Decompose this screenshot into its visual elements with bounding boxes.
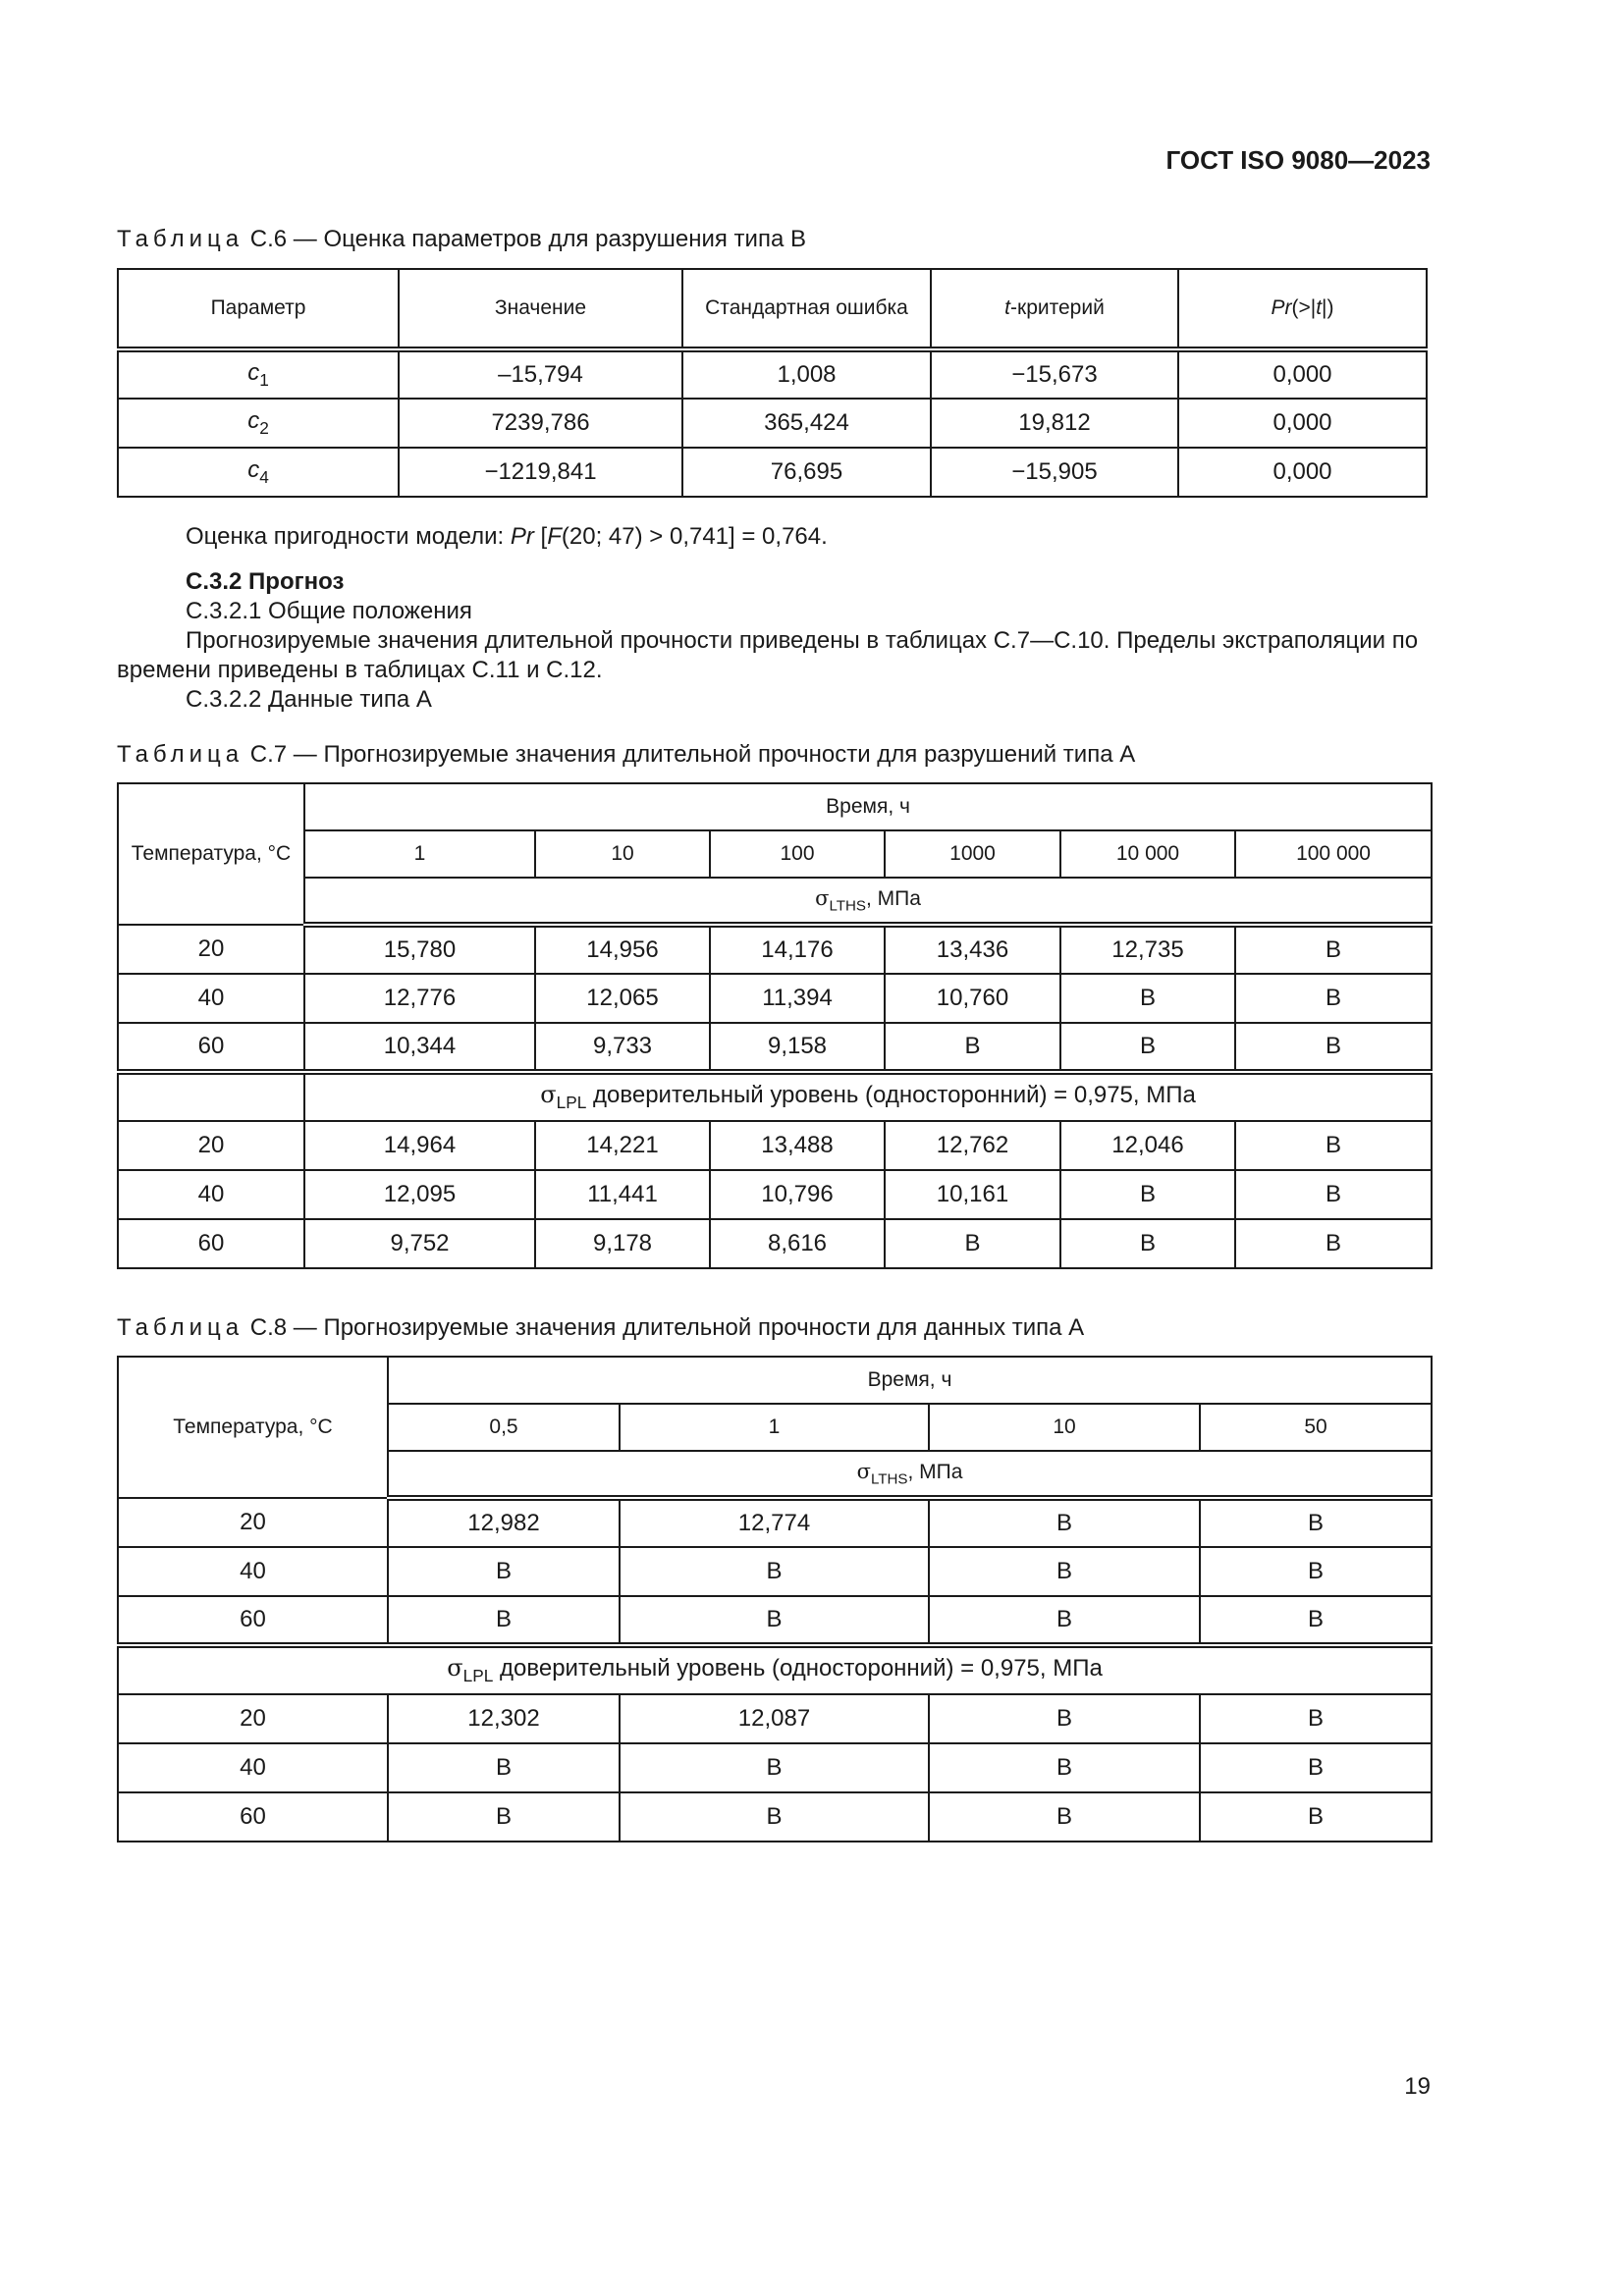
document-code: ГОСТ ISO 9080—2023 [1165,145,1431,175]
cell: В [620,1792,929,1842]
cell: 12,735 [1060,925,1235,974]
subsection-heading: С.3.2.2 Данные типа А [186,686,432,713]
sigma-lths-header: $\sigma_{LTHS}$, МПа [304,878,1432,925]
cell: 9,752 [304,1219,535,1268]
header-value: Значение [399,269,682,349]
cell: 14,176 [710,925,885,974]
cell: −15,905 [931,448,1178,497]
table-row [118,1694,1432,1743]
temp-cell: 40 [118,1170,304,1219]
table-row [118,1792,1432,1842]
cell: В [620,1547,929,1596]
cell: В [1235,1219,1432,1268]
cell: 11,441 [535,1170,710,1219]
caption-prefix: Таблица [117,226,244,252]
cell: 76,695 [682,448,931,497]
time-col: 100 [710,830,885,878]
page-number: 19 [1404,2073,1431,2100]
cell: В [929,1792,1200,1842]
temp-cell: 40 [118,974,304,1023]
cell: В [1060,974,1235,1023]
temp-cell: 40 [118,1547,388,1596]
cell: 13,488 [710,1121,885,1170]
temp-cell: 20 [118,1694,388,1743]
cell: 0,000 [1178,399,1427,448]
cell: В [620,1743,929,1792]
temp-cell: 20 [118,1121,304,1170]
cell: 8,616 [710,1219,885,1268]
table-row [118,1547,1432,1596]
cell: 14,221 [535,1121,710,1170]
cell: В [388,1547,620,1596]
table-row [118,974,1432,1023]
cell: −15,673 [931,349,1178,399]
cell: 9,178 [535,1219,710,1268]
time-col: 1000 [885,830,1060,878]
cell: 0,000 [1178,349,1427,399]
time-col: 100 000 [1235,830,1432,878]
cell: 12,087 [620,1694,929,1743]
cell: 12,046 [1060,1121,1235,1170]
cell: В [1235,1023,1432,1072]
temp-cell: 60 [118,1596,388,1645]
cell: 10,796 [710,1170,885,1219]
cell: В [1235,1121,1432,1170]
cell: В [1235,974,1432,1023]
table-row [118,1596,1432,1645]
sigma-lths-header: $\sigma_{LTHS}$, МПа [388,1451,1432,1498]
table-c6 [117,268,1428,498]
table-row [118,1121,1432,1170]
cell: 10,344 [304,1023,535,1072]
caption-prefix: Таблица [117,741,244,768]
model-fit-text: Оценка пригодности модели: Pr [F(20; 47) > 0,741] = 0,764. [186,523,828,550]
table-c8 [117,1356,1433,1842]
param-symbol: $c_1$ [118,349,399,399]
table-row [118,448,1427,497]
temp-cell: 60 [118,1792,388,1842]
param-symbol: $c_4$ [118,448,399,497]
caption-text: С.8 — Прогнозируемые значения длительной прочности для данных типа А [244,1314,1085,1341]
caption-prefix: Таблица [117,1314,244,1341]
header-time: Время, ч [304,783,1432,830]
table-row [118,1170,1432,1219]
temp-cell: 20 [118,1498,388,1547]
cell: В [388,1743,620,1792]
time-col: 50 [1200,1404,1432,1451]
cell: В [885,1219,1060,1268]
header-t-criterion: t-критерий [931,269,1178,349]
cell: В [1200,1694,1432,1743]
table-row [118,349,1427,399]
cell: 19,812 [931,399,1178,448]
temp-cell: 60 [118,1023,304,1072]
cell: В [1235,925,1432,974]
cell: 1,008 [682,349,931,399]
empty-cell [118,1072,304,1121]
subsection-heading: С.3.2.1 Общие положения [186,598,472,624]
time-col: 0,5 [388,1404,620,1451]
table-c7 [117,782,1433,1269]
cell: 12,065 [535,974,710,1023]
sigma-lpl-header: $\sigma_{LPL}$ доверительный уровень (односторонний) = 0,975, МПа [118,1645,1432,1694]
time-col: 10 000 [1060,830,1235,878]
cell: 13,436 [885,925,1060,974]
header-param: Параметр [118,269,399,349]
cell: В [929,1547,1200,1596]
table-c8-caption [117,1314,1084,1342]
table-row [118,1023,1432,1072]
cell: 365,424 [682,399,931,448]
cell: В [1235,1170,1432,1219]
table-c7-caption [117,741,1135,769]
caption-text: С.6 — Оценка параметров для разрушения типа В [244,226,806,252]
temp-cell: 20 [118,925,304,974]
time-col: 10 [535,830,710,878]
cell: В [1200,1743,1432,1792]
table-row [118,1498,1432,1547]
cell: 12,095 [304,1170,535,1219]
cell: 9,733 [535,1023,710,1072]
cell: В [1200,1596,1432,1645]
cell: –15,794 [399,349,682,399]
table-c6-caption [117,226,806,253]
table-row [118,1219,1432,1268]
cell: В [1200,1498,1432,1547]
cell: −1219,841 [399,448,682,497]
cell: В [1200,1547,1432,1596]
cell: 12,762 [885,1121,1060,1170]
cell: 7239,786 [399,399,682,448]
table-row [118,1743,1432,1792]
cell: 10,161 [885,1170,1060,1219]
time-col: 10 [929,1404,1200,1451]
caption-text: С.7 — Прогнозируемые значения длительной прочности для разрушений типа А [244,741,1136,768]
cell: В [929,1498,1200,1547]
time-col: 1 [304,830,535,878]
cell: 14,964 [304,1121,535,1170]
cell: В [1200,1792,1432,1842]
cell: В [929,1743,1200,1792]
cell: 9,158 [710,1023,885,1072]
cell: 11,394 [710,974,885,1023]
cell: В [1060,1219,1235,1268]
cell: 14,956 [535,925,710,974]
cell: 15,780 [304,925,535,974]
cell: В [388,1596,620,1645]
cell: 10,760 [885,974,1060,1023]
section-heading: С.3.2 Прогноз [186,568,345,595]
cell: 12,774 [620,1498,929,1547]
cell: 0,000 [1178,448,1427,497]
cell: В [1060,1170,1235,1219]
header-stderr: Стандартная ошибка [682,269,931,349]
temp-cell: 40 [118,1743,388,1792]
header-temperature: Температура, °С [118,783,304,925]
paragraph: Прогнозируемые значения длительной прочности приведены в таблицах С.7—С.10. Пределы экстраполяции по времени приведены в таблицах С.11 и С.12. [117,627,1419,683]
cell: 12,982 [388,1498,620,1547]
cell: В [885,1023,1060,1072]
time-col: 1 [620,1404,929,1451]
cell: 12,302 [388,1694,620,1743]
sigma-lpl-header: $\sigma_{LPL}$ доверительный уровень (односторонний) = 0,975, МПа [304,1072,1432,1121]
temp-cell: 60 [118,1219,304,1268]
cell: В [1060,1023,1235,1072]
cell: В [620,1596,929,1645]
cell: В [929,1694,1200,1743]
cell: В [388,1792,620,1842]
table-row [118,399,1427,448]
cell: 12,776 [304,974,535,1023]
cell: В [929,1596,1200,1645]
header-pr: Pr(>|t|) [1178,269,1427,349]
param-symbol: $c_2$ [118,399,399,448]
header-temperature: Температура, °С [118,1357,388,1498]
header-time: Время, ч [388,1357,1432,1404]
table-row [118,925,1432,974]
